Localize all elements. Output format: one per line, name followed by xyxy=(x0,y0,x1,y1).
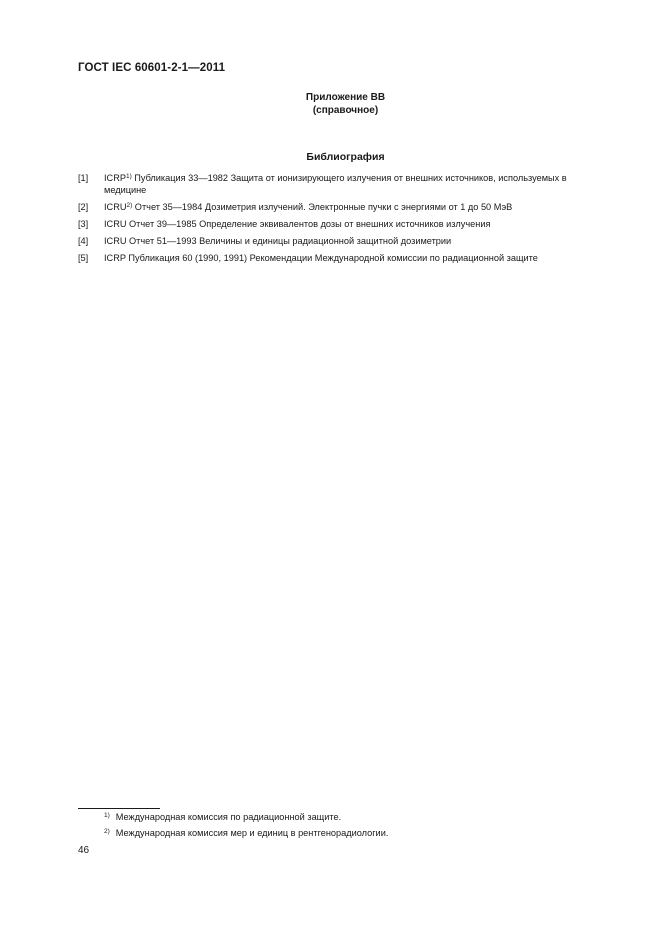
bibliography-item-2 xyxy=(78,202,598,214)
footnote-mark: 1) xyxy=(104,812,110,819)
bibliography-title: Библиография xyxy=(306,151,385,163)
reference-number: [2] xyxy=(78,201,89,212)
bibliography-item-5 xyxy=(78,253,598,265)
reference-org: ICRP xyxy=(104,173,126,183)
page-number: 46 xyxy=(78,845,90,856)
reference-number: [3] xyxy=(78,218,89,229)
footnote-mark: 2) xyxy=(104,828,110,835)
footnote-1 xyxy=(104,812,341,823)
reference-org: ICRP xyxy=(104,252,126,263)
footnote-2 xyxy=(104,828,388,839)
footnote-text: Международная комиссия по радиационной защите. xyxy=(115,812,342,822)
reference-org: ICRU xyxy=(104,235,127,246)
reference-org: ICRU xyxy=(104,218,127,229)
footnote-text: Международная комиссия мер и единиц в рентгенорадиологии. xyxy=(115,828,389,838)
reference-org: ICRU xyxy=(104,201,127,212)
bibliography-item-1 xyxy=(78,173,598,196)
bibliography-item-3 xyxy=(78,219,598,231)
reference-number: [1] xyxy=(78,173,89,183)
reference-text: Отчет 51—1993 Величины и единицы радиационной защитной дозиметрии xyxy=(126,235,452,246)
footnote-separator xyxy=(78,808,160,809)
annex-title: Приложение ВВ xyxy=(305,92,386,103)
standard-code-header: ГОСТ IEC 60601-2-1—2011 xyxy=(78,62,226,74)
annex-subtitle: (справочное) xyxy=(312,105,379,116)
reference-text: Отчет 39—1985 Определение эквивалентов дозы от внешних источников излучения xyxy=(126,218,491,229)
bibliography-list xyxy=(78,173,598,270)
bibliography-item-4 xyxy=(78,236,598,248)
footnote-ref-mark: 2) xyxy=(126,201,133,209)
reference-number: [4] xyxy=(78,235,89,246)
reference-number: [5] xyxy=(78,252,89,263)
footnote-ref-mark: 1) xyxy=(125,173,132,180)
reference-text: Отчет 35—1984 Дозиметрия излучений. Электронные пучки с энергиями от 1 до 50 МэВ xyxy=(132,201,513,212)
reference-text: Публикация 33—1982 Защита от ионизирующего излучения от внешних источников, используемых в медицине xyxy=(104,173,567,195)
reference-text: Публикация 60 (1990, 1991) Рекомендации Международной комиссии по радиационной защите xyxy=(125,252,538,263)
